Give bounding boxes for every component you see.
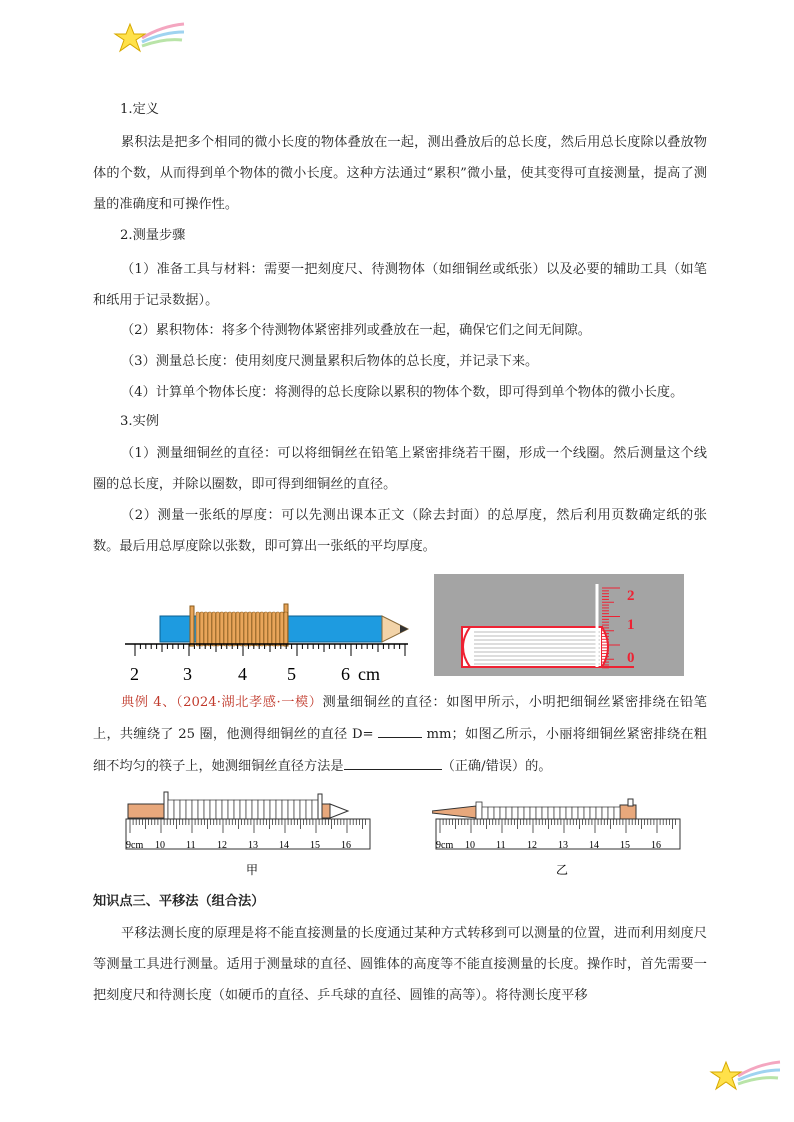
coil-turn [566, 807, 572, 819]
ruler-figure-yi [432, 790, 682, 880]
jia-tick-10: 10 [155, 840, 165, 851]
tick-label-3: 3 [183, 664, 192, 684]
coil-turn [270, 800, 276, 819]
vruler-label-0: 0 [627, 650, 635, 666]
coil-turn [596, 807, 602, 819]
coil-turn [518, 807, 524, 819]
heading-definition: 1.定义 [120, 102, 159, 117]
step-1: （1）准备工具与材料：需要一把刻度尺、待测物体（如细铜丝或纸张）以及必要的辅助工具（如笔和纸用于记录数据）。 [93, 262, 707, 308]
example-4-text-2: mm；如图乙所示，小丽将细铜丝紧密排绕在粗细不均匀的筷子上，她测细铜丝直径方法是 [93, 727, 707, 774]
coil-turn [294, 800, 300, 819]
coil-turn [174, 800, 180, 819]
tick-label-6: 6 [341, 664, 350, 684]
star-decoration-top-icon [112, 18, 188, 60]
coil-turn [204, 800, 210, 819]
tick-label-4: 4 [238, 664, 247, 684]
jia-tick-12: 12 [217, 840, 227, 851]
coil-turn [482, 807, 488, 819]
yi-tick-9cm: 9cm [436, 840, 454, 851]
example-4-text-3: （正确/错误）的。 [441, 759, 552, 774]
example-4-paragraph [93, 687, 707, 783]
coil-turn [200, 612, 204, 646]
coil-turn [524, 807, 530, 819]
coil-turn [602, 807, 608, 819]
coil-turn [252, 612, 256, 646]
coil-turn [488, 807, 494, 819]
coil-turn [204, 612, 208, 646]
yi-tick-13: 13 [558, 840, 568, 851]
coil-turn [548, 807, 554, 819]
coil-turn [192, 800, 198, 819]
coil-turn [240, 612, 244, 646]
coil-turn [282, 800, 288, 819]
coil-wire-end [628, 799, 633, 806]
jia-tick-14: 14 [279, 840, 289, 851]
coil-turn [244, 612, 248, 646]
coil-turn [234, 800, 240, 819]
coil-turn [232, 612, 236, 646]
jia-tick-9cm: 9cm [126, 840, 144, 851]
coil-turn [268, 612, 272, 646]
coil-turn [186, 800, 192, 819]
coil-turn [222, 800, 228, 819]
coil-turn [210, 800, 216, 819]
coil-turn [240, 800, 246, 819]
coil-turn [260, 612, 264, 646]
coil-turn [284, 612, 288, 646]
book-thickness-figure [434, 574, 684, 676]
coil-wire-end [318, 794, 322, 819]
yi-tick-15: 15 [620, 840, 630, 851]
coil-turn [246, 800, 252, 819]
coil-turn [506, 807, 512, 819]
heading-examples: 3.实例 [120, 414, 159, 429]
translation-method-paragraph: 平移法测长度的原理是将不能直接测量的长度通过某种方式转移到可以测量的位置，进而利用刻度尺等测量工具进行测量。适用于测量球的直径、圆锥体的高度等不能直接测量的长度。操作时，首先需要一把刻度尺和待测长度（如硬币的直径、乒乓球的直径、圆锥的高等）。将待测长度平移 [93, 926, 707, 1003]
coil-turn [224, 612, 228, 646]
coil-turn [500, 807, 506, 819]
ruler-figure-jia [122, 790, 372, 880]
step-2: （2）累积物体：将多个待测物体紧密排列或叠放在一起，确保它们之间无间隙。 [121, 323, 591, 338]
coil-turn [542, 807, 548, 819]
chopstick-left [432, 806, 476, 818]
coil-turn [614, 807, 620, 819]
heading-steps: 2.测量步骤 [120, 228, 186, 243]
coil-turn [248, 612, 252, 646]
jia-tick-15: 15 [310, 840, 320, 851]
yi-tick-11: 11 [496, 840, 506, 851]
coil-turn [258, 800, 264, 819]
coil-wire-end [190, 606, 194, 646]
vruler-label-2: 2 [627, 588, 635, 604]
chopstick-right [620, 805, 636, 819]
star-decoration-bottom-icon [708, 1056, 784, 1098]
vruler-label-1: 1 [627, 617, 635, 633]
coil-turn [280, 612, 284, 646]
coil-turn [512, 807, 518, 819]
coil-wire-end [476, 802, 482, 819]
coil-turn [228, 612, 232, 646]
coil-turn [198, 800, 204, 819]
coil-turn [252, 800, 258, 819]
coil-turn [536, 807, 542, 819]
tick-label-5: 5 [287, 664, 296, 684]
book [462, 627, 602, 667]
coil-turn [300, 800, 306, 819]
coil-turn [560, 807, 566, 819]
coil-turn [306, 800, 312, 819]
answer-blank-method[interactable] [344, 755, 442, 770]
coil-turn [276, 612, 280, 646]
example-4-text-1: 测量细铜丝的直径：如图甲所示，小明把细铜丝紧密排绕在铅笔上，共缠绕了 25 圈，他测得细铜丝的直径 D= [93, 695, 707, 742]
coil-turn [228, 800, 234, 819]
coil-turn [584, 807, 590, 819]
yi-tick-14: 14 [589, 840, 599, 851]
yi-tick-12: 12 [527, 840, 537, 851]
knowledge-point-3-title: 知识点三、平移法（组合法） [93, 894, 265, 909]
jia-tick-13: 13 [248, 840, 258, 851]
answer-blank-diameter[interactable] [378, 723, 422, 738]
example-4-label: 典例 4、 [121, 695, 176, 710]
unit-label-cm: cm [358, 664, 380, 684]
coil-turn [208, 612, 212, 646]
coil-turn [276, 800, 282, 819]
caption-yi: 乙 [556, 863, 569, 877]
example-copper-wire: （1）测量细铜丝的直径：可以将细铜丝在铅笔上紧密排绕若干圈，形成一个线圈。然后测量这个线圈的总长度，并除以圈数，即可得到细铜丝的直径。 [93, 446, 707, 492]
coil-turn [216, 612, 220, 646]
coil-turn [608, 807, 614, 819]
coil-turn [220, 612, 224, 646]
coil-turn [216, 800, 222, 819]
coil-turn [264, 612, 268, 646]
step-3: （3）测量总长度：使用刻度尺测量累积后物体的总长度，并记录下来。 [121, 354, 539, 369]
coil-turn [530, 807, 536, 819]
coil-turn [212, 612, 216, 646]
copper-coil [190, 604, 288, 646]
coil-turn [554, 807, 560, 819]
coil-turn [578, 807, 584, 819]
example-4-source: （2024·湖北孝感·一模） [175, 695, 323, 710]
example-paper-thickness: （2）测量一张纸的厚度：可以先测出课本正文（除去封面）的总厚度，然后利用页数确定纸的张数。最后用总厚度除以张数，即可算出一张纸的平均厚度。 [93, 508, 707, 554]
coil-turn [168, 800, 174, 819]
caption-jia: 甲 [246, 863, 259, 877]
coil-turn [180, 800, 186, 819]
coil-turn [236, 612, 240, 646]
yi-tick-10: 10 [465, 840, 475, 851]
coil-turn [264, 800, 270, 819]
pencil-coil-figure [120, 588, 416, 688]
yi-tick-16: 16 [651, 840, 661, 851]
jia-tick-11: 11 [186, 840, 196, 851]
step-4: （4）计算单个物体长度：将测得的总长度除以累积的物体个数，即可得到单个物体的微小长度。 [121, 385, 684, 400]
tick-label-2: 2 [130, 664, 139, 684]
coil-turn [272, 612, 276, 646]
coil-wire-end [164, 792, 168, 819]
definition-paragraph: 累积法是把多个相同的微小长度的物体叠放在一起，测出叠放后的总长度，然后用总长度除以叠放物体的个数，从而得到单个物体的微小长度。这种方法通过“累积”微小量，使其变得可直接测量，提高了测量的准确度和可操作性。 [93, 135, 707, 212]
jia-tick-16: 16 [341, 840, 351, 851]
coil-turn [196, 612, 200, 646]
coil-turn [590, 807, 596, 819]
coil-turn [312, 800, 318, 819]
coil-turn [256, 612, 260, 646]
coil-turn [494, 807, 500, 819]
pencil-left [128, 804, 164, 818]
coil-turn [288, 800, 294, 819]
coil-turn [572, 807, 578, 819]
